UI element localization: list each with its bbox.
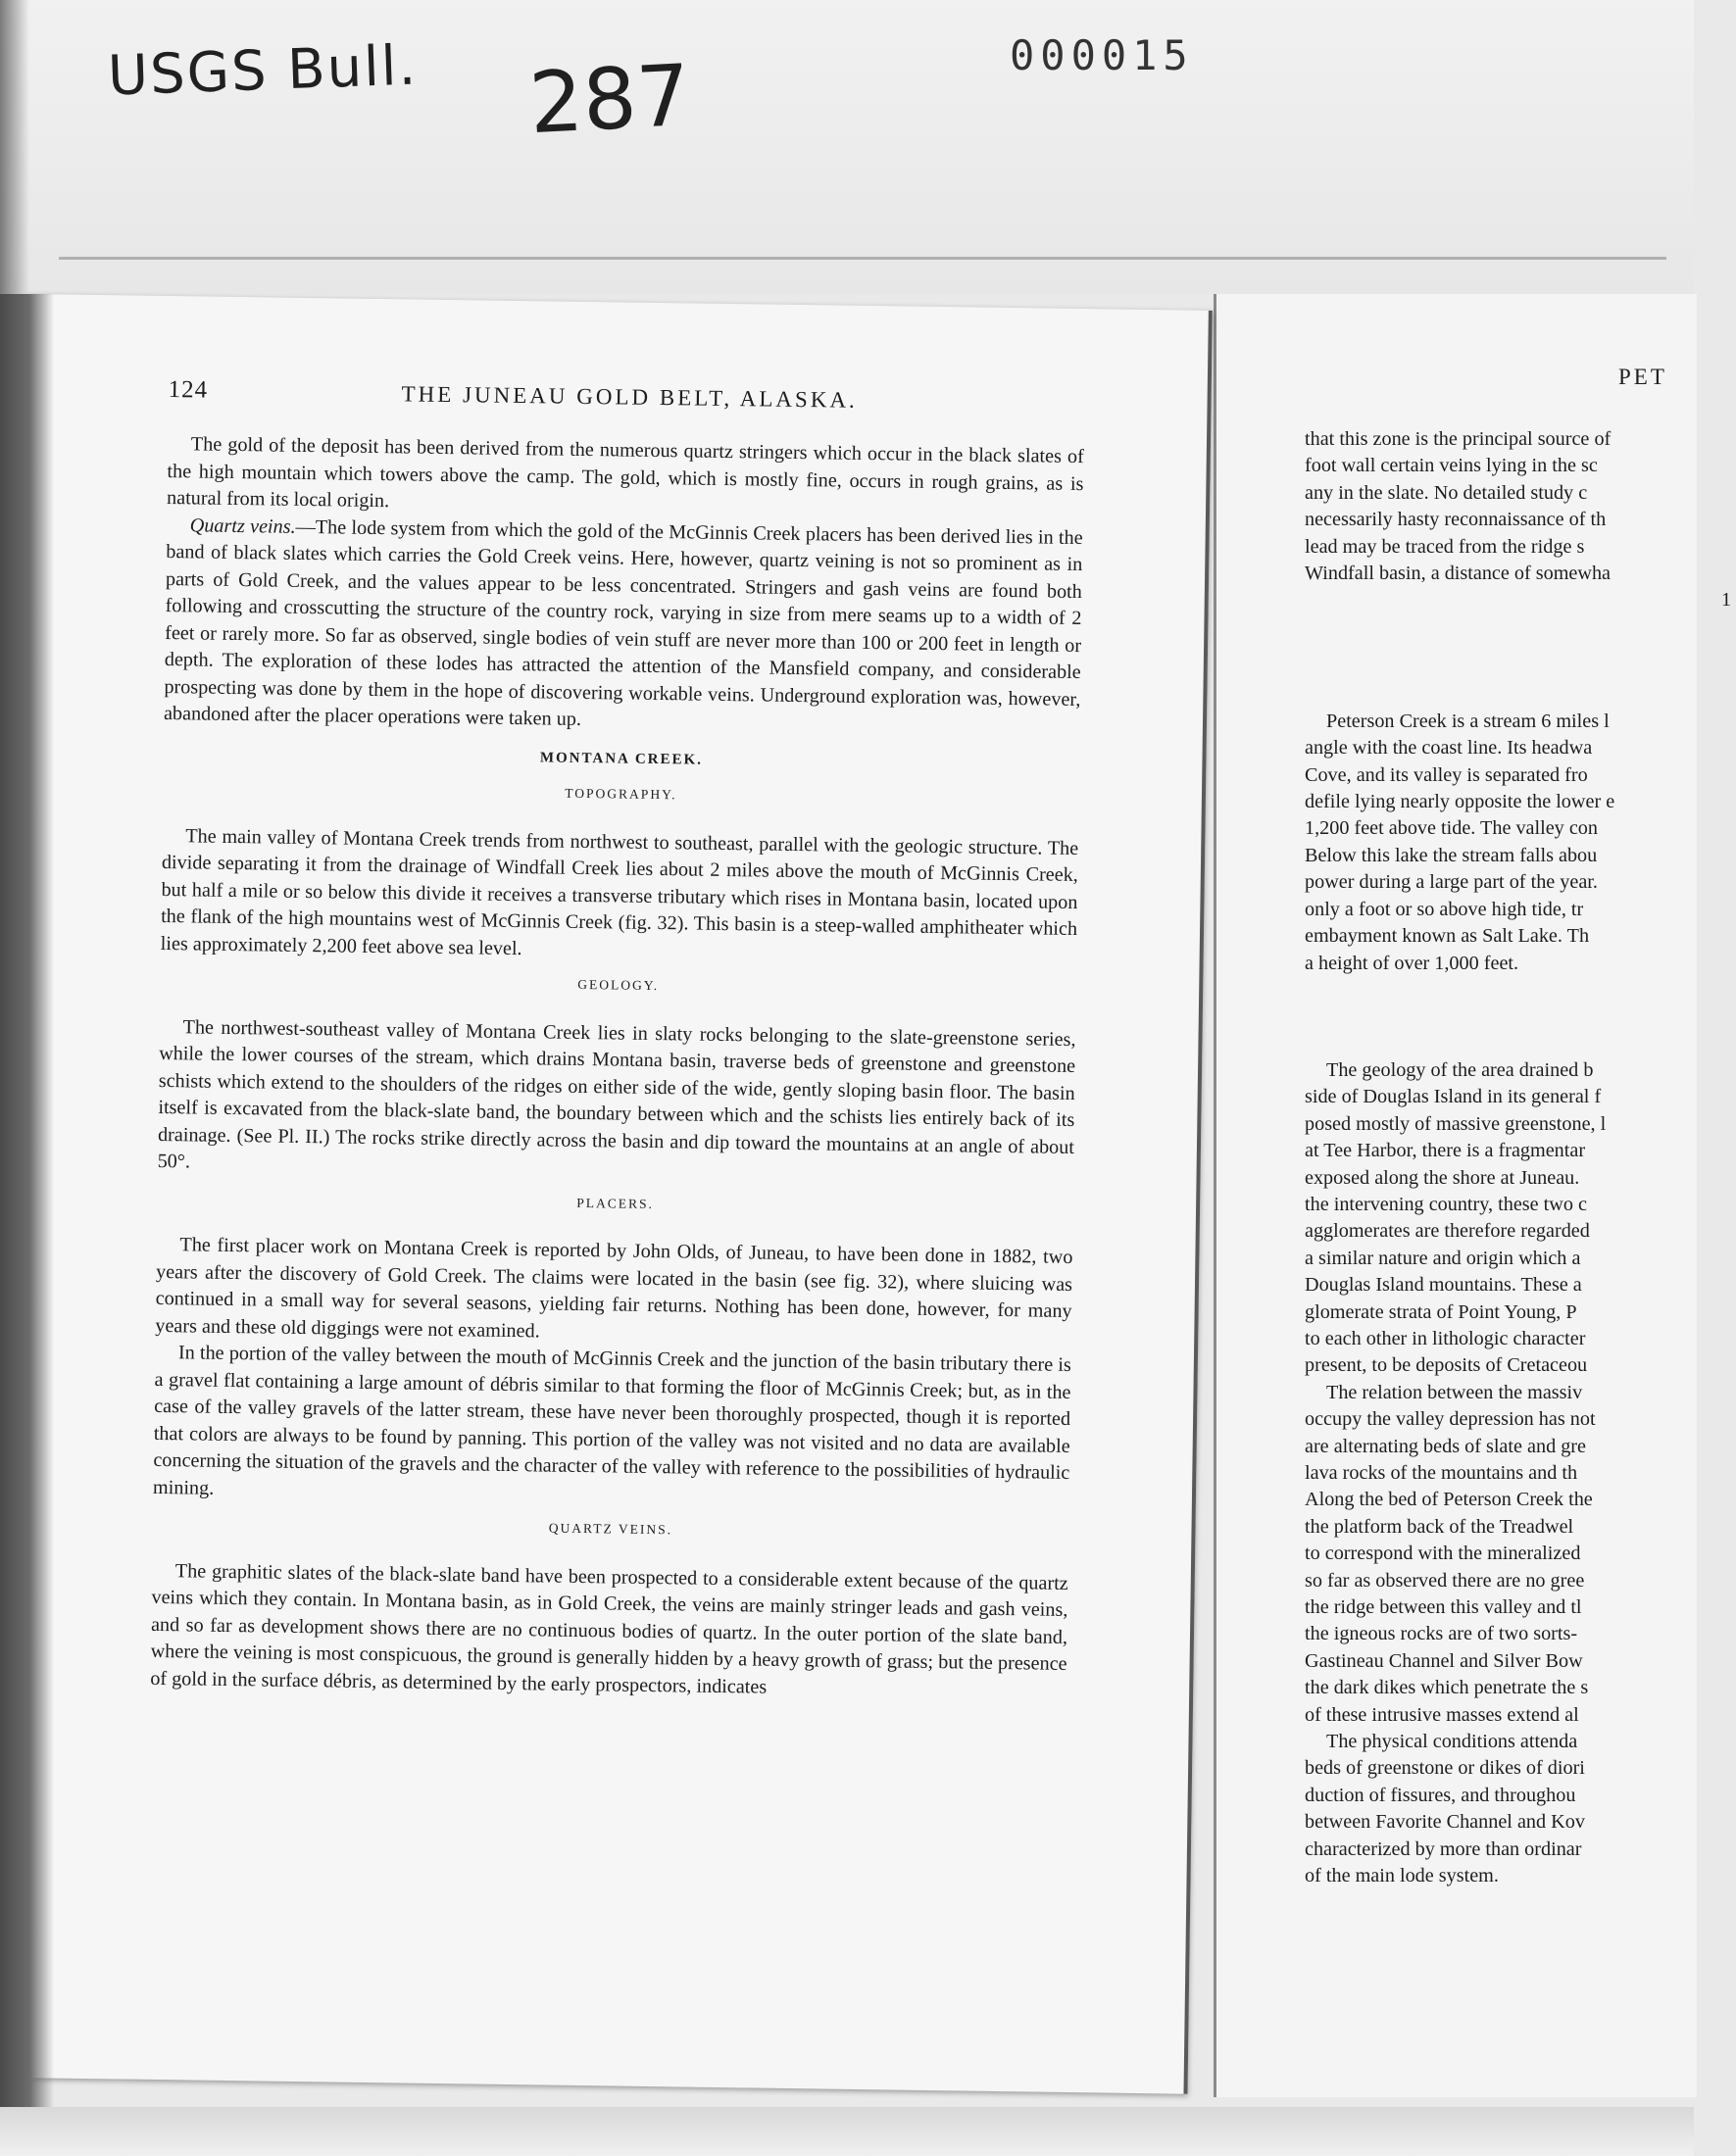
text-line: at Tee Harbor, there is a fragmentar [1305,1140,1586,1162]
paragraph-text: —The lode system from which the gold of the McGinnis Creek placers has been derived lies in the band of black slates which carries the Gold Creek veins. Here, however, quartz veining is not so prominent as in parts of Gold Creek, and the values appear to be less concentrated. Stringers and gash veins are found both following and crosscutting the structure of the country rock, varying in size from mere seams up to a width of 2 feet or rarely more. So far as observed, single bodies of vein stuff are never more than 100 or 200 feet in length or depth. The exploration of these lodes has attracted the attention of the Mansfield company, and considerable prospecting was done by them in the hope of discovering workable veins. Underground exploration was, however, abandoned after the placer operations were taken up. [163,515,1083,730]
right-text-block-3 [1305,1057,1736,1890]
text-line: angle with the coast line. Its headwa [1305,737,1593,760]
text-line: Below this lake the stream falls abou [1305,844,1598,866]
text-line: so far as observed there are no gree [1305,1569,1585,1592]
right-text-block-2 [1305,709,1736,977]
text-line: occupy the valley depression has not [1305,1408,1596,1431]
text-line: that this zone is the principal source of [1305,428,1612,450]
text-line: any in the slate. No detailed study c [1305,481,1588,504]
text-line: The relation between the massiv [1326,1381,1583,1403]
text-line: side of Douglas Island in its general f [1305,1086,1602,1108]
paragraph: The first placer work on Montana Creek is reported by John Olds, of Juneau, to have been done in 1882, two years after the discovery of Gold Creek. The claims were located in the basin (see fig. 32), where sluicing was continued in a small way for several seasons, yielding fair returns. Nothing has been done, however, for many years and these old diggings were not examined. [155,1234,1073,1342]
paragraph-lead: Quartz veins. [189,514,296,538]
paragraph [164,513,1083,741]
text-line: the igneous rocks are of two sorts- [1305,1623,1578,1645]
text-line: defile lying nearly opposite the lower e [1305,791,1615,813]
page-edge-line [59,257,1666,260]
text-line: 1 [1721,589,1732,612]
page-number: 124 [168,376,209,404]
text-line: of these intrusive masses extend al [1305,1703,1579,1726]
handwritten-volume-number: 287 [526,46,693,154]
section-heading: PLACERS. [576,1195,655,1211]
text-line: to correspond with the mineralized [1305,1543,1581,1565]
text-line: Douglas Island mountains. These a [1305,1274,1582,1297]
binding-shadow [0,294,54,2156]
text-line: between Favorite Channel and Kov [1305,1811,1585,1834]
running-title: THE JUNEAU GOLD BELT, ALASKA. [401,381,858,413]
left-page [3,294,1213,2094]
text-line: the dark dikes which penetrate the s [1305,1677,1589,1699]
text-line: lead may be traced from the ridge s [1305,535,1585,558]
stamp-number: 000015 [1010,31,1194,79]
right-page-text [1305,426,1736,1890]
text-line: a height of over 1,000 feet. [1305,952,1519,974]
paragraph: In the portion of the valley between the mouth of McGinnis Creek and the junction of the basin tributary there is a gravel flat containing a large amount of débris similar to that forming the floor of McGinnis Creek; but, as in the case of the valley gravels of the latter stream, these have never been thoroughly prospected, though it is reported that colors are always to be found by panning. This portion of the valley was not visited and no data are available concerning the situation of the gravels and the character of the valley with reference to the possibilities of hydraulic mining. [152,1342,1071,1499]
right-running-title: PET [1618,365,1667,389]
scan-background-bottom [0,2107,1694,2156]
text-line: glomerate strata of Point Young, P [1305,1300,1577,1323]
right-text-block-1 [1305,426,1736,614]
text-line: beds of greenstone or dikes of diori [1305,1757,1585,1780]
binding-shadow-top [0,0,29,323]
text-line: Windfall basin, a distance of somewha [1305,563,1611,585]
text-line: lava rocks of the mountains and th [1305,1462,1578,1484]
text-line: The geology of the area drained b [1326,1058,1594,1081]
text-line: the platform back of the Treadwel [1305,1515,1574,1538]
body-text [150,431,1084,1705]
text-line: agglomerates are therefore regarded [1305,1220,1590,1243]
text-line: only a foot or so above high tide, tr [1305,898,1584,920]
text-line: present, to be deposits of Cretaceou [1305,1354,1588,1377]
text-line: exposed along the shore at Juneau. [1305,1166,1580,1189]
handwritten-source-note: USGS Bull. [106,33,420,109]
text-line: power during a large part of the year. [1305,871,1598,894]
text-line: The physical conditions attenda [1326,1731,1578,1753]
text-line: necessarily hasty reconnaissance of th [1305,509,1607,531]
text-line: the ridge between this valley and tl [1305,1596,1582,1619]
paragraph: The main valley of Montana Creek trends from northwest to southeast, parallel with the geologic structure. The divide separating it from the drainage of Windfall Creek lies about 2 miles above the mouth of McGinnis Creek, but half a mile or so below this divide it receives a transverse tributary which rises in Montana basin, located upon the flank of the high mountains west of McGinnis Creek (fig. 32). This basin is a steep-walled amphitheater which lies approximately 2,200 feet above sea level. [160,824,1079,959]
text-line: posed mostly of massive greenstone, l [1305,1112,1607,1135]
text-line: duction of fissures, and throughou [1305,1784,1576,1806]
paragraph: The graphitic slates of the black-slate band have been prospected to a considerable extent because of the quartz veins which they contain. In Montana basin, as in Gold Creek, the veins are mainly stringer leads and gash veins, and so far as development shows there are no continuous bodies of quartz. In the outer portion of the slate band, where the veining is most conspicuous, the ground is generally hidden by a heavy growth of grass; but the presence of gold in the surface débris, as determined by the early prospectors, indicates [150,1559,1068,1698]
text-line: are alternating beds of slate and gre [1305,1435,1586,1457]
section-heading: GEOLOGY. [577,976,660,994]
text-line: 1,200 feet above tide. The valley con [1305,817,1598,840]
text-line: Peterson Creek is a stream 6 miles l [1326,710,1610,732]
text-line: characterized by more than ordinar [1305,1838,1582,1860]
paragraph: The gold of the deposit has been derived from the numerous quartz stringers which occur in the black slates of the high mountain which towers above the camp. The gold, which is mostly fine, occurs in rough grains, as is natural from its local origin. [166,433,1084,513]
text-line: Along the bed of Peterson Creek the [1305,1489,1593,1511]
text-line: a similar nature and origin which a [1305,1247,1581,1269]
paragraph: The northwest-southeast valley of Montana Creek lies in slaty rocks belonging to the slate-greenstone series, while the lower courses of the stream, which drains Montana basin, traverse beds of greenstone and greenstone schists which extend to the shoulders of the ridges on either side of the wide, gently sloping basin floor. The basin itself is excavated from the black-slate band, the boundary between which and the schists lies entirely back of its drainage. (See Pl. II.) The rocks strike directly across the basin and dip toward the mountains at an angle of about 50°. [157,1015,1076,1173]
section-heading: TOPOGRAPHY. [565,785,677,803]
section-heading: MONTANA CREEK. [539,749,704,768]
right-page [1214,294,1732,2097]
text-line: Cove, and its valley is separated fro [1305,763,1588,786]
section-heading: QUARTZ VEINS. [548,1520,673,1538]
text-line: the intervening country, these two c [1305,1193,1587,1215]
text-line: of the main lode system. [1305,1865,1499,1887]
text-line: to each other in lithologic character [1305,1327,1586,1349]
text-line: embayment known as Salt Lake. Th [1305,925,1590,948]
text-line: Gastineau Channel and Silver Bow [1305,1649,1583,1672]
text-line: foot wall certain veins lying in the sc [1305,455,1598,477]
running-head [168,376,1080,413]
